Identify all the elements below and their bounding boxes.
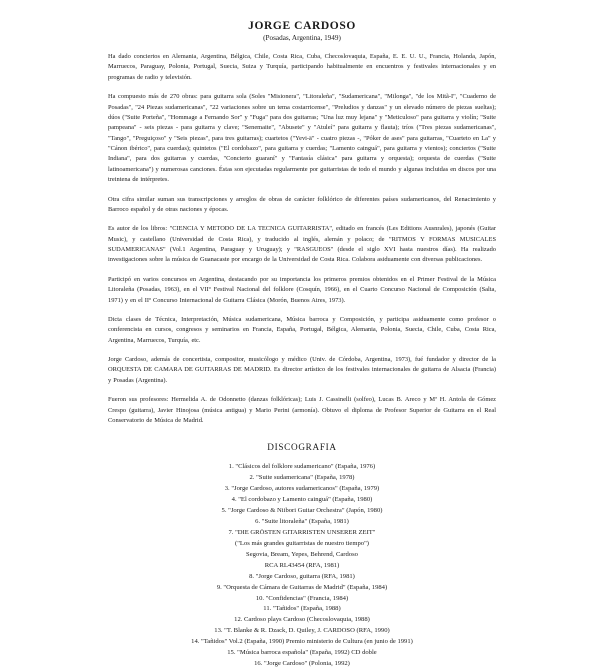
- list-item: 13. "T. Blanke & R. Dzack, D. Quiley, J. CARDOSO (RFA, 1990): [214, 627, 390, 635]
- list-item: Segovia, Bream, Yepes, Behrend, Cardoso: [246, 550, 358, 558]
- list-item: 15. "Música barroca española" (España, 1992) CD doble: [227, 649, 377, 657]
- list-item: 2. "Suite sudamericana" (España, 1978): [249, 474, 355, 482]
- body-paragraph: Otra cifra similar suman sus transcripciones y arreglos de obras de carácter folklórico de diferentes países sudamericanos, del Renacimiento y Barroco español y de otras naciones y épocas.: [108, 195, 496, 213]
- list-item: 14. "Tañidos" Vol.2 (España, 1990) Premio ministerio de Cultura (en junio de 1991): [191, 638, 413, 646]
- list-item: 5. "Jorge Cardoso & Niibori Guitar Orchestra" (Japón, 1980): [221, 507, 383, 514]
- body-paragraph: Jorge Cardoso, además de concertista, compositor, musicólogo y médico (Univ. de Córdoba, Argentina, 1973), fué fundador y director de la ORQUESTA DE CAMARA DE GUITARRAS DE MADRID. Es director artístico de los festivales internacionales de guitarra de Alsacia (Francia) y Posadas (Argentina).: [108, 356, 496, 384]
- body-paragraph: Fueron sus profesores: Hermelida A. de Odonnetto (danzas folklóricas); Luis J. Cassinelli (solfeo), Lucas B. Areco y Mª H. Antola de Gómez Crespo (guitarra), Javier Hinojosa (música antigua) y Mario Perini (armonía). Obtuvo el diploma de Profesor Superior de Guitarra en el Real Conservatorio de Música de Madrid.: [108, 396, 496, 424]
- list-item: 8. "Jorge Cardoso, guitarra (RFA, 1981): [249, 572, 355, 580]
- discography-list: [108, 462, 496, 670]
- list-item: 4. "El cordobazo y Lamento cainguá" (España, 1980): [231, 496, 373, 504]
- body-paragraph: Participó en varios concursos en Argentina, destacando por su importancia los primeros premios obtenidos en el Primer Festival de la Música Litoraleña (Posadas, 1963), en el VIIº Festival Nacional del folklore (Cosquín, 1966), en el Cuarto Concurso Nacional de Composición (Salta, 1971) y en el IIº Concurso Internacional de Guitarra Clásica (Morón, Buenos Aires, 1973).: [108, 275, 496, 304]
- discography-heading: DISCOGRAFIA: [267, 442, 337, 453]
- page-title: JORGE CARDOSO: [248, 20, 356, 32]
- list-item: 10. "Confidencias" (Francia, 1984): [255, 594, 349, 602]
- body-paragraph: Es autor de los libros: "CIENCIA Y METODO DE LA TECNICA GUITARRISTA", editado en francés (Les Editions Ausnrales), japonés (Guitar Music), y castellano (Universidad de Costa Rica), y traducido al inglés, alemán y polaco; de "RITMOS Y FORMAS MUSICALES SUDAMERICANAS" (Vol.1 Argentina, Paraguay y Uruguay); y "RASGUEOS" (desde el siglo XVI hasta nuestros días). Ha realizado investigaciones sobre la música de Guanacaste por encargo de la Universidad de Costa Rica. Colabora asiduamente con diversas publicaciones.: [108, 225, 496, 264]
- list-item: 16. "Jorge Cardoso" (Polonia, 1992): [254, 660, 350, 668]
- page-subtitle: (Posadas, Argentina, 1949): [263, 34, 341, 42]
- list-item: 3. "Jorge Cardoso, autores sudamericanos" (España, 1979): [224, 485, 380, 493]
- list-item: 1. "Clásicos del folklore sudamericano" (España, 1976): [228, 463, 376, 471]
- list-item: RCA RL43454 (RFA, 1981): [264, 561, 340, 569]
- body-paragraph: Ha compuesto más de 270 obras: para guitarra sola (Soles "Misionera", "Litoraleña", "Sudamericana", "Milonga", "de los Mitã-I", "Cuaderno de Posadas", "24 Piezas sudamericanas", "22 variaciones sobre un tema costarricense", "Preludios y danzas" y un elevado número de piezas sueltas); dúos ("Suite Porteña", "Hommage a Fernando Sor" y "Fuga" para dos guitarras; "Una luz muy lejana" y "Meticuloso" para guitarra y violín; "Suite pampeana" - seis piezas - para guitarra y clave; "Senemaite", "Abusete" y "Atuleí" para guitarra y flauta); tríos ("Tres piezas sudamericanas", "Tango", "Preguiçoso" y "Seis piezas", para tres guitarras); cuartetos ("Yevi-ä" - cuatro piezas -, "Póker de ases" para guitarras, "Cuarteto en La" y "Cánon ibérico", para cuerdas); quintetos ("El cordobazo", para guitarra y cuerdas; "Lamento cainguá", para guitarra y vientos); conciertos ("Suite Indiana", para dos guitarras y cuerdas, "Concierto guaraní" y "Fantasía clásica" para guitarra y orquesta); orquesta de cuerdas ("Suite latinoamericana") y numerosas canciones. Éstas son ejecutadas regularmente por guitarristas de todo el mundo y algunas incluidas en discos por una treintena de intérpretes.: [108, 93, 496, 184]
- list-item: ("Los más grandes guitarristas de nuestro tiempo"): [235, 539, 369, 547]
- list-item: 11. "Tañidos" (España, 1988): [263, 605, 341, 613]
- body-paragraph: Ha dado conciertos en Alemania, Argentina, Bélgica, Chile, Costa Rica, Cuba, Checoslovaquia, España, E. E. U. U., Francia, Holanda, Japón, Marruecos, Paraguay, Polonia, Portugal, Suecia, Suiza y Turquía, participando habitualmente en encuentros y festivales internacionales y en programas de radio y televisión.: [108, 53, 496, 81]
- list-item: 7. "DIE GRÖSTEN GITARRISTEN UNSERER ZEIT": [228, 528, 376, 536]
- list-item: 12. Cardoso plays Cardoso (Checoslovaquia, 1988): [234, 616, 370, 624]
- body-paragraph: Dicta clases de Técnica, Interpretación, Música sudamericana, Música barroca y Composición, y participa asiduamente como profesor o conferencista en cursos, congresos y seminarios en Francia, España, Portugal, Bélgica, Alemania, Polonia, Suecia, Chile, Cuba, Costa Rica, Argentina, Marruecos, Turquía, etc.: [108, 315, 496, 344]
- list-item: 9. "Orquesta de Cámara de Guitarras de Madrid" (España, 1984): [216, 583, 388, 591]
- list-item: 6. "Suite litoraleña" (España, 1981): [255, 517, 349, 525]
